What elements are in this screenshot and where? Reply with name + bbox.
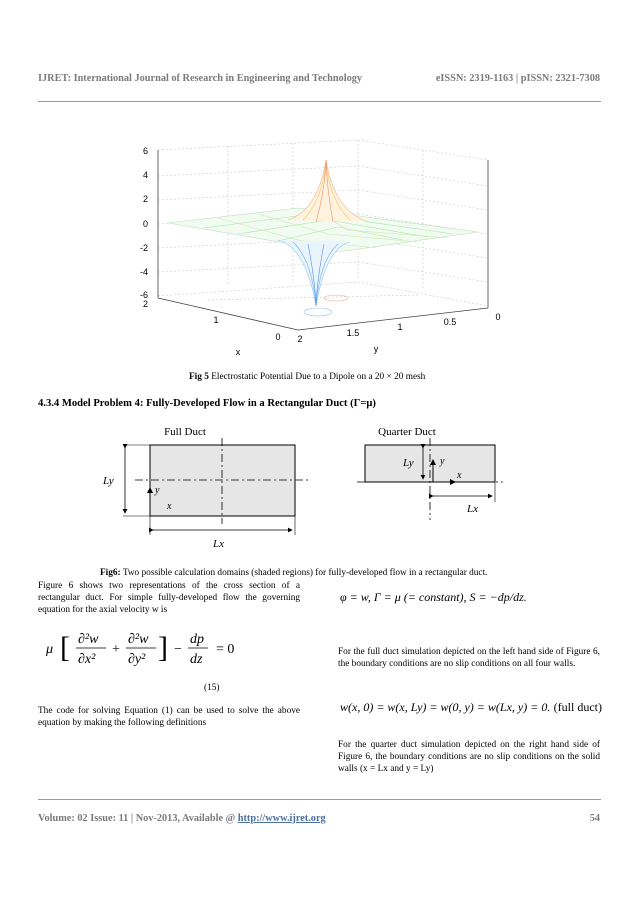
page-footer [38,813,600,824]
section-heading: 4.3.4 Model Problem 4: Fully-Developed Flow in a Rectangular Duct (Γ=μ) [38,398,376,409]
y-tick: 0 [495,312,501,322]
fig5-text: Electrostatic Potential Due to a Dipole on a 20 × 20 mesh [211,372,426,382]
fig6-caption [100,568,487,578]
quarter-y-label: y [440,456,445,467]
right-para-1: For the full duct simulation depicted on the left hand side of Figure 6, the boundary conditions are no slip conditions on all four walls. [338,647,600,669]
x-tick: 0 [275,332,281,342]
left-para-2: The code for solving Equation (1) can be used to solve the above equation by making the following definitions [38,706,300,728]
y-tick: 1.5 [346,328,360,338]
full-ly-label: Ly [103,475,114,487]
header-rule [38,101,601,102]
footer-rule [38,799,601,800]
footer-volume-info [38,813,326,824]
full-x-label: x [167,501,172,512]
governing-equation [40,627,270,669]
svg-text:∂²w: ∂²w [78,632,99,647]
y-tick: 0.5 [443,317,457,327]
quarter-x-label: x [457,470,462,481]
svg-text:+: + [112,642,120,657]
y-axis-label: y [373,344,379,354]
surface-plot [128,130,518,365]
svg-text:∂y²: ∂y² [128,652,146,667]
duct-diagram [95,420,505,555]
svg-text:dz: dz [190,652,203,667]
fig6-text: Two possible calculation domains (shaded regions) for fully-developed flow in a rectangular duct. [122,568,488,578]
page-number: 54 [589,813,600,824]
journal-name: IJRET: International Journal of Research in Engineering and Technology [38,73,363,84]
equation-number: (15) [204,683,220,693]
z-tick: -4 [139,267,148,277]
journal-link[interactable]: http://www.ijret.org [237,813,326,824]
full-lx-label: Lx [213,538,224,550]
quarter-duct-title: Quarter Duct [378,426,436,438]
z-tick: 6 [142,146,148,156]
svg-text:∂²w: ∂²w [128,632,149,647]
svg-text:= 0: = 0 [216,642,235,657]
x-tick: 2 [142,299,148,309]
svg-text:]: ] [158,631,168,664]
svg-text:−: − [174,642,182,657]
footer-volume: Volume: 02 Issue: 11 | Nov-2013, Available @ [38,813,238,824]
z-tick: -2 [139,243,148,253]
svg-text:[: [ [60,631,70,664]
bc-equation: w(x, 0) = w(x, Ly) = w(0, y) = w(Lx, y) = 0. [340,700,551,714]
y-tick: 1 [397,322,403,332]
fig6-label: Fig6: [100,568,121,578]
fig5-label: Fig 5 [189,372,209,382]
x-axis-label: x [235,347,241,357]
quarter-lx-label: Lx [467,503,478,515]
z-tick: 2 [142,194,148,204]
full-duct-domain [150,445,295,516]
fig5-caption [189,372,425,382]
svg-text:dp: dp [190,632,204,647]
boundary-condition-row [340,700,602,715]
page-header [38,73,600,84]
left-para-1: Figure 6 shows two representations of the cross section of a rectangular duct. For simple fully-developed flow the governing equation for the axial velocity w is [38,581,300,615]
z-tick: 0 [142,219,148,229]
z-tick: 4 [142,170,148,180]
svg-text:μ: μ [46,642,54,657]
definitions-equation: φ = w, Γ = μ (= constant), S = −dp/dz. [340,590,527,604]
full-y-label: y [155,485,160,496]
full-duct-title: Full Duct [164,426,206,438]
x-tick: 1 [213,315,219,325]
z-tick: -6 [139,290,148,300]
y-tick: 2 [297,334,303,344]
quarter-ly-label: Ly [403,457,414,469]
right-para-2: For the quarter duct simulation depicted on the right hand side of Figure 6, the boundary conditions are no slip conditions on the solid walls (x = Lx and y = Ly) [338,740,600,774]
journal-issn: eISSN: 2319-1163 | pISSN: 2321-7308 [435,73,600,84]
bc-label: (full duct) [553,700,602,714]
svg-text:∂x²: ∂x² [78,652,96,667]
